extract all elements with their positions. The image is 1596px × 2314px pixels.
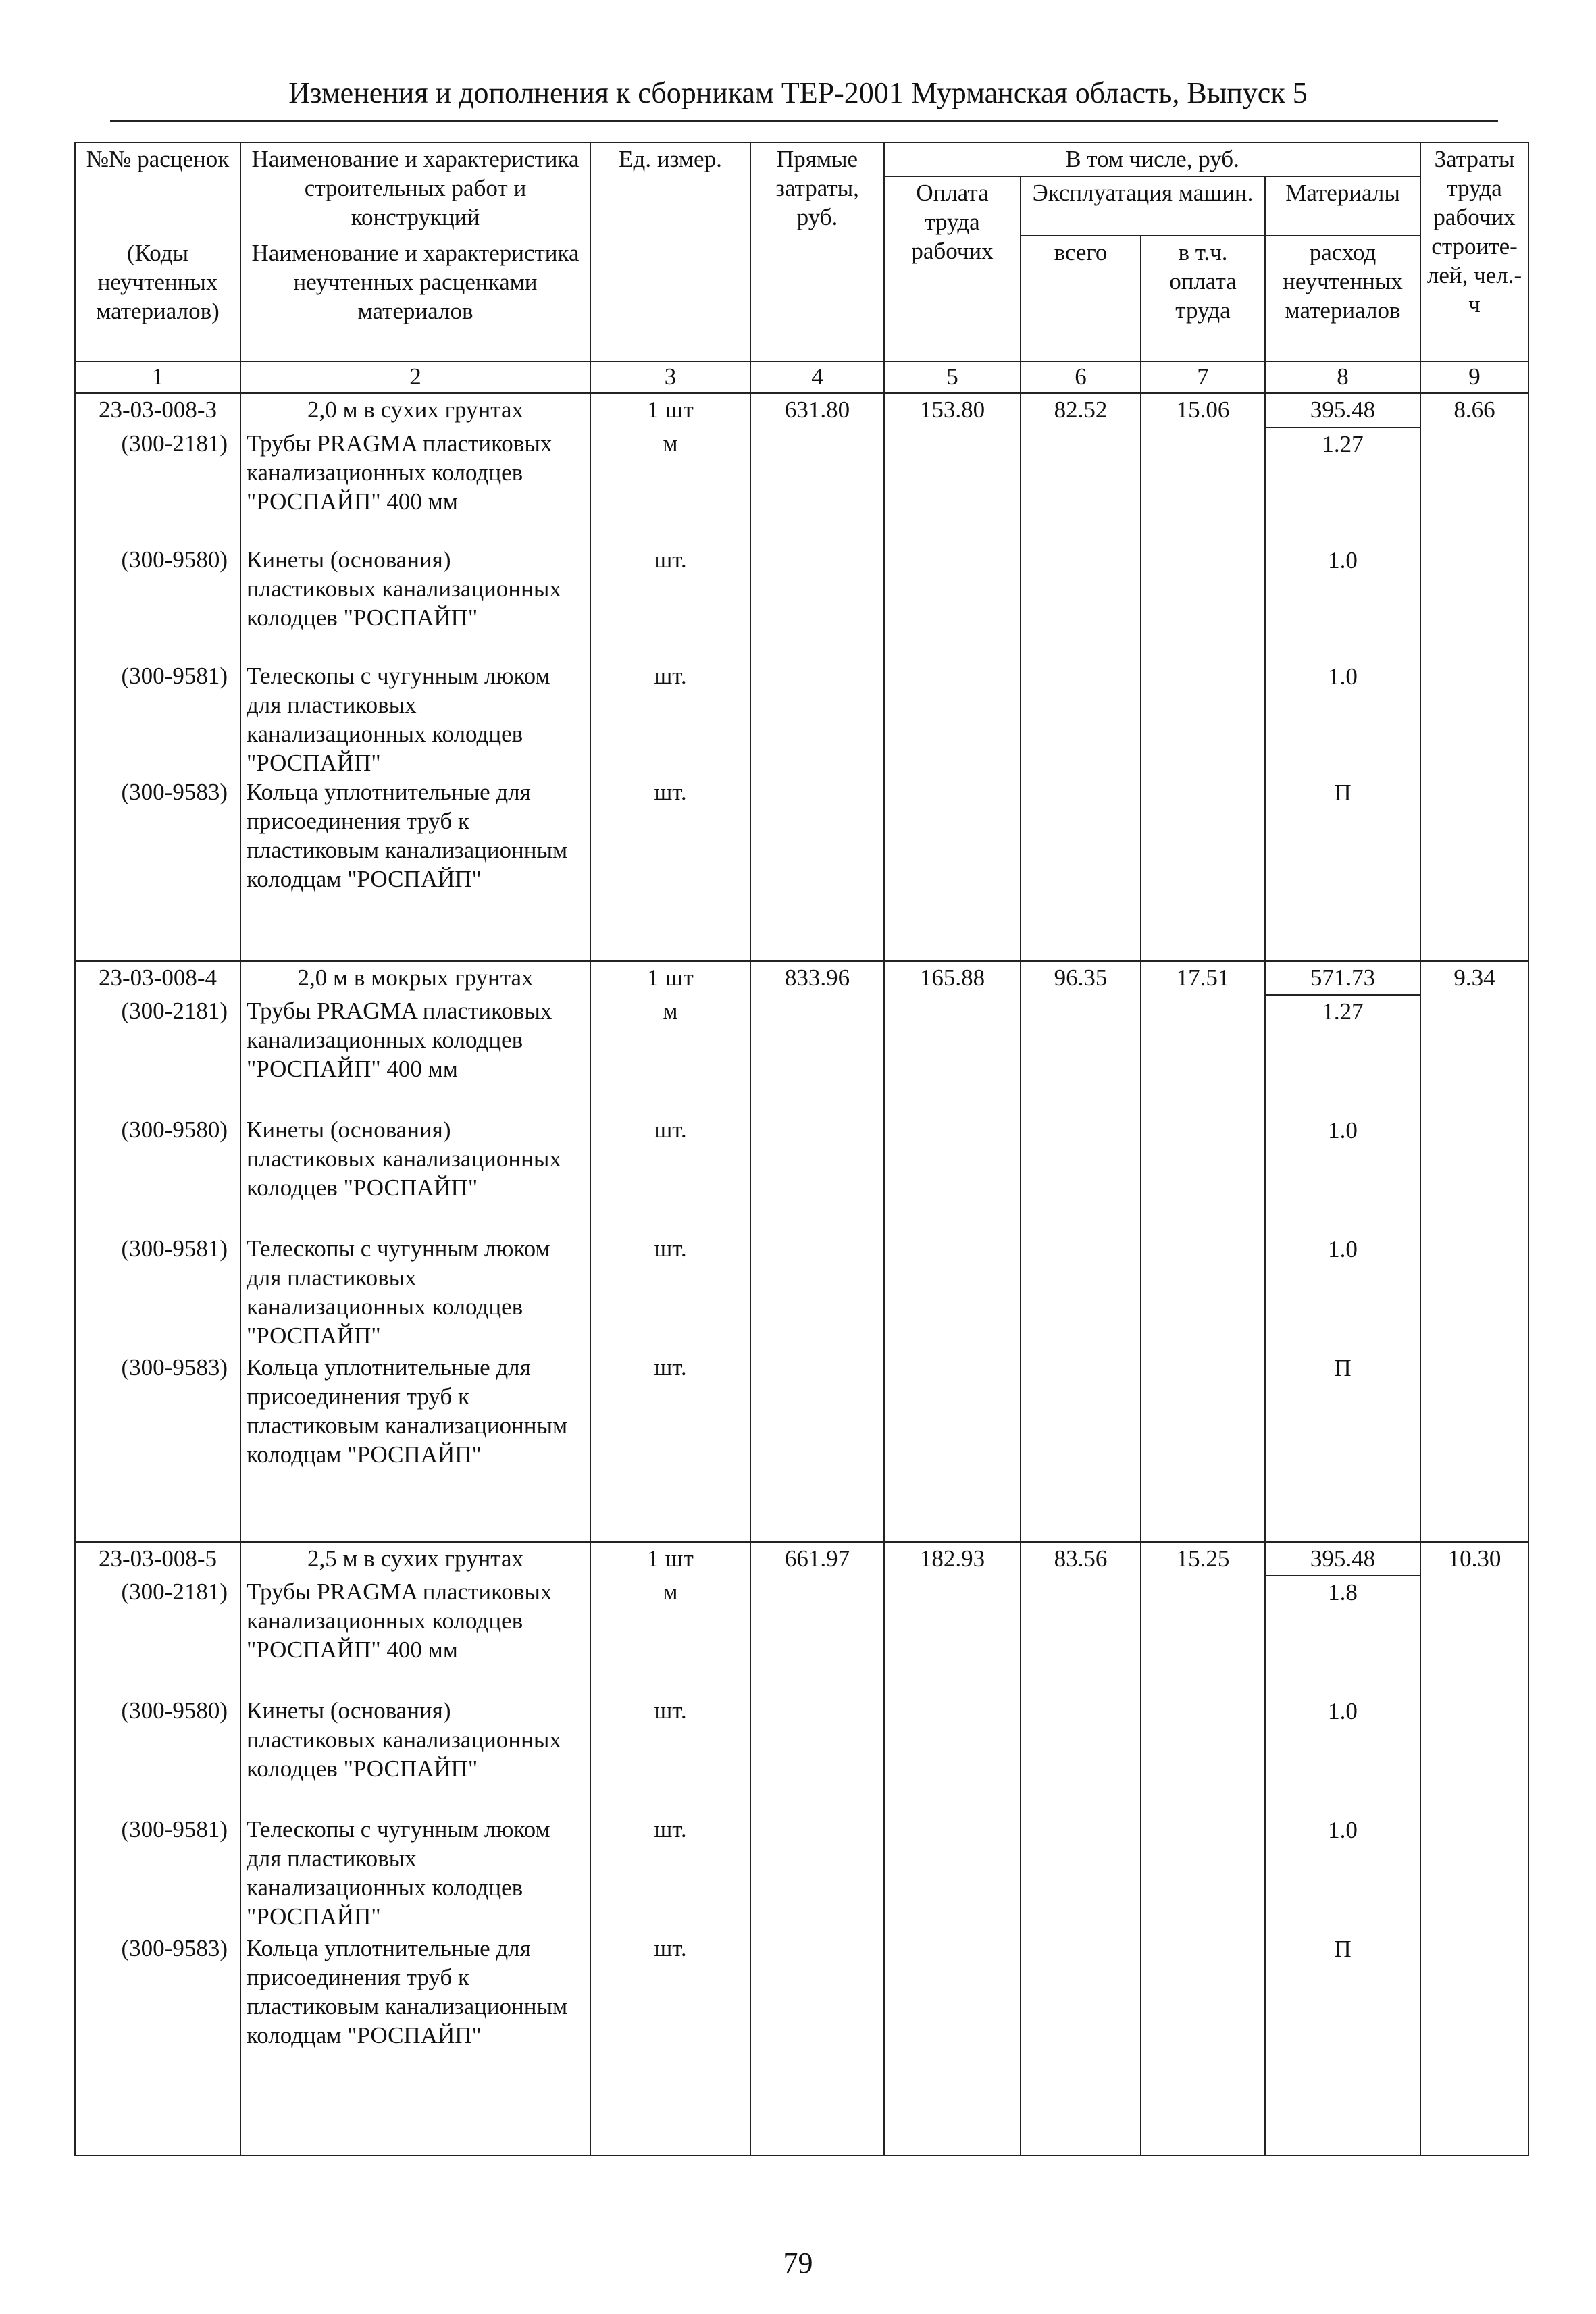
col9-header: Затраты труда рабочих строите-лей, чел.-ч xyxy=(1420,143,1528,361)
material-qty: 1.8 xyxy=(1328,1579,1358,1606)
material-unit: м xyxy=(663,430,678,457)
material-code: (300-9580) xyxy=(121,546,228,573)
header-rule xyxy=(110,120,1498,122)
rates-table xyxy=(74,142,1529,2156)
rate-row xyxy=(75,961,1528,995)
column-number: 3 xyxy=(590,361,750,393)
material-unit: м xyxy=(663,1578,678,1605)
rate-unit: 1 шт xyxy=(590,393,750,427)
rate-machines-labor: 17.51 xyxy=(1141,961,1265,995)
material-code: (300-9581) xyxy=(121,662,228,689)
rate-unit: 1 шт xyxy=(590,961,750,995)
rate-direct-cost: 631.80 xyxy=(750,393,884,427)
rate-labor-hours: 8.66 xyxy=(1420,393,1528,427)
rate-code: 23-03-008-5 xyxy=(75,1542,240,1576)
rate-materials: 571.73 xyxy=(1265,961,1420,995)
rate-materials: 395.48 xyxy=(1265,393,1420,427)
column-number: 8 xyxy=(1265,361,1420,393)
rate-labor-hours: 9.34 xyxy=(1420,961,1528,995)
rate-code: 23-03-008-3 xyxy=(75,393,240,427)
page-header: Изменения и дополнения к сборникам ТЕР-2001 Мурманская область, Выпуск 5 xyxy=(288,76,1308,109)
rate-name: 2,0 м в мокрых грунтах xyxy=(240,961,590,995)
rate-materials: 395.48 xyxy=(1265,1542,1420,1576)
rate-labor-pay: 165.88 xyxy=(884,961,1021,995)
material-name: Телескопы с чугунным люком для пластиковых канализационных колодцев "РОСПАЙП" xyxy=(247,662,550,776)
material-qty: П xyxy=(1334,1354,1352,1381)
material-name: Кинеты (основания) пластиковых канализационных колодцев "РОСПАЙП" xyxy=(247,546,561,631)
col2-bottom-header: Наименование и характеристика неучтенных расценками материалов xyxy=(240,237,590,361)
material-unit: шт. xyxy=(654,1116,687,1143)
material-qty: 1.0 xyxy=(1328,1698,1358,1725)
rate-row xyxy=(75,1542,1528,1576)
col67-header: Эксплуатация машин. xyxy=(1021,176,1265,236)
material-qty: 1.0 xyxy=(1328,663,1358,690)
col1-bottom-header: (Коды неучтенных материалов) xyxy=(75,237,240,361)
material-name: Кольца уплотнительные для присоединения труб к пластиковым канализационным колодцам "РОСПАЙП" xyxy=(247,778,568,892)
col1-top-header: №№ расценок xyxy=(75,143,240,237)
materials-block xyxy=(75,428,1528,961)
material-qty: П xyxy=(1334,779,1352,806)
col6-header: всего xyxy=(1021,236,1141,361)
rate-machines: 96.35 xyxy=(1021,961,1141,995)
rate-machines: 83.56 xyxy=(1021,1542,1141,1576)
col3-header: Ед. измер. xyxy=(590,143,750,361)
column-number: 2 xyxy=(240,361,590,393)
page-number: 79 xyxy=(783,2246,813,2280)
rate-unit: 1 шт xyxy=(590,1542,750,1576)
material-code: (300-2181) xyxy=(121,1578,228,1605)
rate-name: 2,0 м в сухих грунтах xyxy=(240,393,590,427)
material-code: (300-9583) xyxy=(121,1354,228,1381)
material-name: Трубы PRAGMA пластиковых канализационных колодцев "РОСПАЙП" 400 мм xyxy=(247,430,552,515)
material-unit: шт. xyxy=(654,546,687,573)
rate-code: 23-03-008-4 xyxy=(75,961,240,995)
rate-row xyxy=(75,393,1528,427)
material-unit: шт. xyxy=(654,1235,687,1262)
material-qty: 1.0 xyxy=(1328,546,1358,573)
rate-machines-labor: 15.06 xyxy=(1141,393,1265,427)
rate-labor-hours: 10.30 xyxy=(1420,1542,1528,1576)
material-name: Кольца уплотнительные для присоединения труб к пластиковым канализационным колодцам "РОСПАЙП" xyxy=(247,1935,568,2049)
material-unit: шт. xyxy=(654,662,687,689)
material-code: (300-2181) xyxy=(121,997,228,1024)
column-number: 9 xyxy=(1420,361,1528,393)
col8-bottom-header: расход неучтенных материалов xyxy=(1265,236,1420,361)
material-code: (300-9580) xyxy=(121,1697,228,1724)
col8-top-header: Материалы xyxy=(1265,176,1420,236)
rate-machines: 82.52 xyxy=(1021,393,1141,427)
material-code: (300-9580) xyxy=(121,1116,228,1143)
material-code: (300-9583) xyxy=(121,1935,228,1962)
column-number: 1 xyxy=(75,361,240,393)
col2-top-header: Наименование и характеристика строительных работ и конструкций xyxy=(240,143,590,237)
material-name: Кинеты (основания) пластиковых канализационных колодцев "РОСПАЙП" xyxy=(247,1697,561,1782)
material-name: Трубы PRAGMA пластиковых канализационных колодцев "РОСПАЙП" 400 мм xyxy=(247,1578,552,1664)
material-qty: 1.0 xyxy=(1328,1116,1358,1143)
material-qty: 1.27 xyxy=(1322,430,1364,457)
material-unit: шт. xyxy=(654,1816,687,1843)
materials-block xyxy=(75,995,1528,1542)
material-code: (300-2181) xyxy=(121,430,228,457)
col5-header: Оплата труда рабочих xyxy=(884,176,1021,361)
material-qty: 1.0 xyxy=(1328,1235,1358,1262)
col7-header: в т.ч. оплата труда xyxy=(1141,236,1265,361)
material-name: Телескопы с чугунным люком для пластиковых канализационных колодцев "РОСПАЙП" xyxy=(247,1816,550,1930)
material-code: (300-9581) xyxy=(121,1816,228,1843)
material-code: (300-9581) xyxy=(121,1235,228,1262)
rate-labor-pay: 182.93 xyxy=(884,1542,1021,1576)
rate-labor-pay: 153.80 xyxy=(884,393,1021,427)
rate-machines-labor: 15.25 xyxy=(1141,1542,1265,1576)
material-unit: м xyxy=(663,997,678,1024)
material-qty: 1.0 xyxy=(1328,1817,1358,1844)
column-number: 6 xyxy=(1021,361,1141,393)
column-number-row xyxy=(75,361,1528,393)
material-unit: шт. xyxy=(654,1935,687,1962)
material-name: Кольца уплотнительные для присоединения труб к пластиковым канализационным колодцам "РОСПАЙП" xyxy=(247,1354,568,1468)
rate-direct-cost: 661.97 xyxy=(750,1542,884,1576)
column-number: 7 xyxy=(1141,361,1265,393)
rate-direct-cost: 833.96 xyxy=(750,961,884,995)
materials-block xyxy=(75,1576,1528,2155)
rate-name: 2,5 м в сухих грунтах xyxy=(240,1542,590,1576)
material-name: Трубы PRAGMA пластиковых канализационных колодцев "РОСПАЙП" 400 мм xyxy=(247,997,552,1082)
material-unit: шт. xyxy=(654,778,687,805)
column-number: 4 xyxy=(750,361,884,393)
material-name: Кинеты (основания) пластиковых канализационных колодцев "РОСПАЙП" xyxy=(247,1116,561,1201)
material-name: Телескопы с чугунным люком для пластиковых канализационных колодцев "РОСПАЙП" xyxy=(247,1235,550,1349)
group-header: В том числе, руб. xyxy=(884,143,1420,176)
material-code: (300-9583) xyxy=(121,778,228,805)
material-qty: П xyxy=(1334,1936,1352,1963)
column-number: 5 xyxy=(884,361,1021,393)
material-unit: шт. xyxy=(654,1697,687,1724)
header-row-1 xyxy=(75,143,1528,176)
material-unit: шт. xyxy=(654,1354,687,1381)
material-qty: 1.27 xyxy=(1322,998,1364,1025)
col4-header: Прямые затраты, руб. xyxy=(750,143,884,361)
